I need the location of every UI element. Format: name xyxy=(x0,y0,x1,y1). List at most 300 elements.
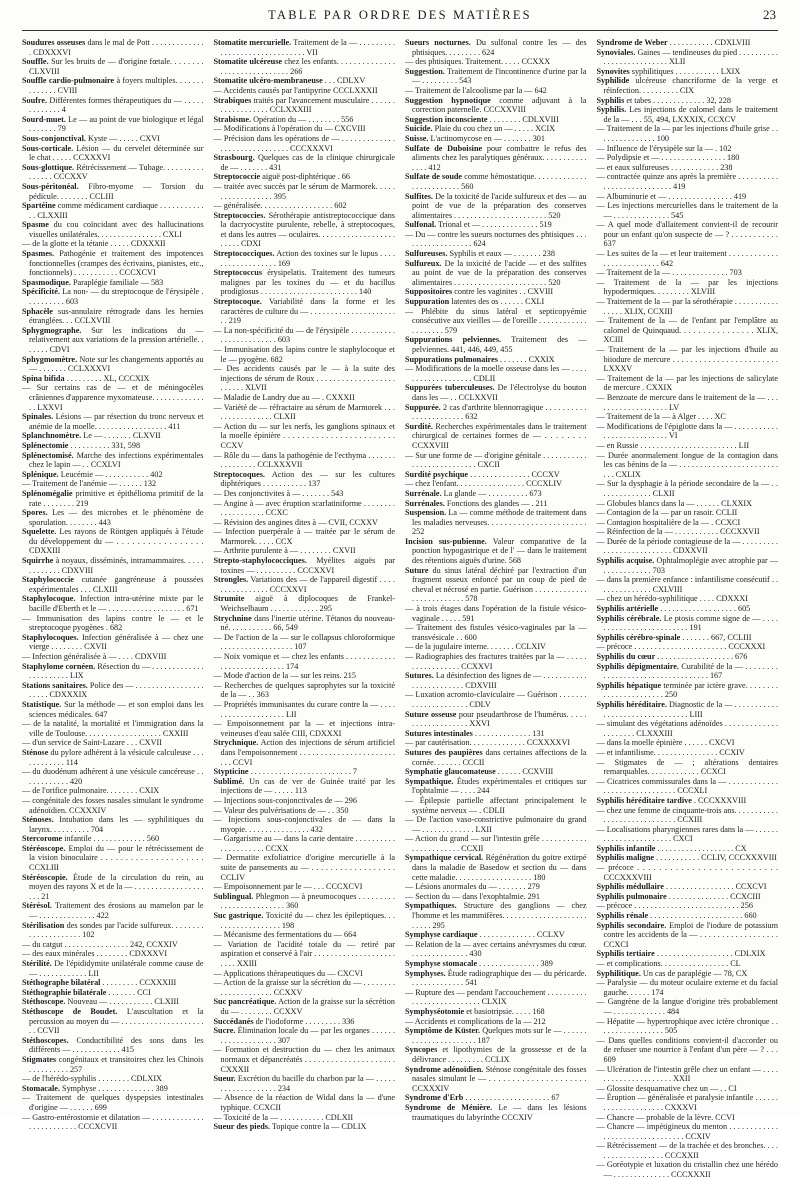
entry-heading: Strongles. xyxy=(213,575,249,585)
index-entry xyxy=(214,834,396,853)
index-entry xyxy=(214,518,396,528)
entry-text: Étude radiographique des — du péricarde. . . . . . . . . . . . . . 541 xyxy=(412,968,587,988)
index-entry xyxy=(214,738,396,767)
index-entry xyxy=(597,268,779,278)
index-entry xyxy=(597,249,779,268)
entry-text: De l'électrolyse du bouton dans les — . . CCLXXVII xyxy=(412,383,587,402)
entry-text: L'actinomycose en — . . . . . . . 301 xyxy=(430,133,545,143)
entry-text: Emploi du — pour le rétrécissement de la vision binoculaire . . . . . . . . . . . . . . . . . . . . . CCXLIII xyxy=(29,843,204,873)
index-entry xyxy=(22,38,204,57)
index-entry xyxy=(22,57,204,76)
entry-heading: Syphilis infantile xyxy=(596,843,656,853)
index-entry xyxy=(597,201,779,220)
entry-text: congénitaux et transitoires chez les Chinois . . . . . . . . . . 257 xyxy=(29,1054,204,1074)
index-entry xyxy=(597,527,779,537)
index-entry xyxy=(597,911,779,921)
entry-text: — Épilepsie partielle affectant principalement le système nerveux — . CDLII xyxy=(405,795,587,815)
entry-text: Marche des infections expérimentales chez le lapin — . . CCXLVI xyxy=(29,450,204,470)
entry-text: Un cas de ver de Guinée traité par les injections de — . . . . . 113 xyxy=(220,776,395,796)
entry-heading: Succédanés xyxy=(213,1016,254,1026)
entry-heading: Sourd-muet. xyxy=(22,114,66,124)
entry-text: — Traitement de l'alcoolisme par la — 642 xyxy=(405,85,547,95)
entry-text: Élimination locale du — par les organes . . . . . . . . . . . . . . . . . . . . 307 xyxy=(220,1026,396,1045)
entry-text: Un cas de paraplégie — 78, CX xyxy=(642,968,748,978)
index-entry xyxy=(214,1093,396,1112)
entry-text: Sur les indications du — relativement aux variations de la pression artérielle. . . . . . . CDVI xyxy=(29,325,204,354)
index-entry xyxy=(22,988,204,998)
entry-text: — Maladie de Landry due au — . CXXXII xyxy=(213,392,355,402)
index-entry xyxy=(405,930,587,940)
entry-heading: Stomatite mercurielle. xyxy=(213,38,292,47)
index-entry xyxy=(214,767,396,777)
index-entry xyxy=(597,48,779,67)
entry-text: — précoce . . . . . . . . . . . . . . . . . . . . . . . . . . CCCXXXVIII xyxy=(596,863,778,882)
entry-heading: Syncopes xyxy=(405,1045,438,1055)
entry-text: infantile . . . . . . . . . . . . . 560 xyxy=(64,834,160,844)
entry-text: Variations des — de l'appareil digestif . . . . . . . . . . . . . . . . CCCXXVI xyxy=(220,575,395,594)
entry-text: De la toxicité de l'acide — et des sulfites au point de vue de la préparation des conserves alimentaires . . . . . . . . . . . . . . . . . . . . . . . 520 xyxy=(412,258,587,287)
index-entry xyxy=(597,163,779,173)
entry-text: La désinfection des lignes de — . . . . . . . . . . . . . . . . . . . . . . . . CDXVIII xyxy=(412,671,587,690)
index-entry xyxy=(214,700,396,719)
index-entry xyxy=(405,834,587,853)
entry-text: — Variation de l'acidité totale du — retiré par aspiration et conservé à l'air . . . . . . . . . . . . . . . . . . . . . . . . XXIII xyxy=(213,939,395,968)
entry-text: — Injections sous-conjonctivales de — dans la myopie. . . . . . . . . . . . . . . . 432 xyxy=(213,815,395,834)
index-entry xyxy=(22,997,204,1007)
index-entry xyxy=(22,738,204,748)
index-entry xyxy=(214,1074,396,1093)
index-entry xyxy=(597,921,779,950)
entry-text: et basiotripsie. . . . . 168 xyxy=(466,1006,545,1016)
index-entry xyxy=(214,546,396,556)
entry-heading: Sphygmographe. xyxy=(22,325,82,335)
index-entry xyxy=(214,86,396,96)
entry-text: — du duodénum adhérent à une vésicule cancéreuse . . . . . . . . . . . . 420 xyxy=(22,767,204,786)
entry-text: Variabilité dans la forme et les caractères de culture du — . . . . . . . . . . . . . . . . . . . . . . . 219 xyxy=(220,297,395,326)
entry-heading: Streptococcus xyxy=(213,268,263,278)
index-entry xyxy=(597,441,779,451)
index-entry xyxy=(22,287,204,306)
index-entry xyxy=(22,374,204,384)
index-entry xyxy=(214,57,396,76)
index-entry xyxy=(22,786,204,796)
entry-heading: Suggestion inconsciente xyxy=(405,114,488,124)
entry-text: — Polydipsie et — . . . . . . . . . . . . . . . . 180 xyxy=(596,153,740,163)
index-entry xyxy=(214,594,396,613)
entry-text: — Gastro-entérostomie et dilatation — . . . . . . . . . . . . . . . . . . . . . . . . . CCCXCVII xyxy=(22,1112,204,1132)
entry-heading: Suppurée. xyxy=(405,402,441,412)
index-entry xyxy=(405,892,587,902)
entry-text: Opération du — . . . . . . . . 556 xyxy=(253,114,354,124)
index-entry xyxy=(597,863,779,882)
entry-text: . . . . . . . . . . . . . . . . . . . CX xyxy=(657,843,747,853)
index-columns xyxy=(22,38,779,1180)
entry-text: — Mécanisme des fermentations du — 664 xyxy=(213,930,357,940)
entry-text: — Action de la graisse sur la sécrétion du — . . . . . . . . . . . . . . . . . . . . . CCXXV xyxy=(213,978,395,997)
index-entry xyxy=(405,259,587,288)
entry-text: — Action du grand — sur l'intestin grêle . . . . . . . . . . . . . . . . . . . . . . . CCXII xyxy=(405,834,587,853)
entry-text: — De l'action de la — sur le collapsus chloroformique . . . . . . . . . . . . . . . . . . 107 xyxy=(213,632,395,652)
index-entry xyxy=(597,662,779,681)
entry-text: — Arthrite purulente à — . . . . . . . . CXVII xyxy=(213,546,356,556)
entry-heading: Souffle cardio-pulmonaire xyxy=(22,76,115,86)
entry-text: La glande — . . . . . . . . . . 673 xyxy=(443,488,542,498)
entry-text: Excrétion du bacille du charbon par la — . . . . . . . . . . . . . . . . . . . 234 xyxy=(220,1074,396,1093)
index-entry xyxy=(405,86,587,96)
entry-heading: Syndrome de Weber xyxy=(596,38,668,47)
index-entry xyxy=(597,172,779,191)
index-entry xyxy=(597,105,779,124)
entry-text: latentes des os . . . . . . CXLI xyxy=(451,297,545,307)
index-entry xyxy=(22,633,204,652)
index-entry xyxy=(405,710,587,729)
entry-text: — et complications. . . . . . . . . . . . . . . . . CL xyxy=(596,959,741,968)
page-header xyxy=(22,6,778,28)
index-entry xyxy=(597,451,779,480)
index-entry xyxy=(214,326,396,345)
index-entry xyxy=(405,470,587,480)
index-entry xyxy=(22,719,204,738)
entry-heading: Syphilis. xyxy=(596,105,627,115)
entry-text: . . . . . . . . . XL, CCCXIX xyxy=(66,373,150,383)
index-column-3 xyxy=(405,38,587,1122)
entry-heading: Stéthoscope de Boudet. xyxy=(22,1006,118,1016)
index-column-2 xyxy=(213,38,396,1132)
index-entry xyxy=(214,1113,396,1123)
entry-heading: Sphacèle xyxy=(22,306,53,316)
entry-text: — Révision des angines dites à — CVII, CCXXV xyxy=(213,517,378,527)
entry-text: — de l'hérédo-syphilis . . . . . . . . CDLXIX xyxy=(22,1074,162,1084)
index-entry xyxy=(597,393,779,412)
index-entry xyxy=(597,758,779,777)
entry-text: — traitée avec succès par le sérum de Marmorek. . . . . . . . . . . . . . . . . . 395 xyxy=(213,181,395,201)
index-entry xyxy=(22,239,204,249)
index-entry xyxy=(597,1141,779,1160)
entry-text: De la toxicité de l'acide sulfureux et des — au point de vue de la préparation des conserves alimentaires . . . . . . . . . . . . . . . . . . . . . . . 520 xyxy=(412,191,587,220)
entry-text: . . . . . . . . . . . . . . . . . CCXCVI xyxy=(665,882,767,892)
entry-text: — Noix vomique et — chez les enfants . . . . . . . . . . . . . . . . . . . . . . . . . . . . 174 xyxy=(213,652,395,671)
entry-text: — Accidents et complications de la — 212 xyxy=(405,1016,546,1026)
index-entry xyxy=(214,978,396,997)
entry-text: — Phlébite du sinus latéral et septicopyémie consécutive aux vieilles — de l'oreille . . . . . . . . . . . . . . . . . . . . 579 xyxy=(405,306,587,335)
entry-text: — Traitement de la — par les injections de salicylate de mercure . CXXIX xyxy=(596,373,778,393)
index-entry xyxy=(214,1017,396,1027)
index-entry xyxy=(22,815,204,834)
entry-text: érysipelatis. Traitement des tumeurs malignes par les toxines du — et du bacillus prodigiosus . . . . . . . . . . . . . . . . . . . . . . . . 140 xyxy=(220,268,395,297)
entry-text: — Durée anormalement longue de la contagion dans les cas bénins de la — . . . . . . . . . . . . . . . . . . . . . . . . . . . CXLIX xyxy=(596,450,778,479)
index-entry xyxy=(214,422,396,451)
entry-heading: Syphilis pulmonaire xyxy=(596,891,667,901)
entry-text: Quelques mots sur le — . . . . . . . . . . . . . . . . . . . . . . 187 xyxy=(412,1026,587,1045)
entry-text: — d'un service de Saint-Lazare . . . CXVII xyxy=(22,738,162,748)
index-entry xyxy=(597,901,779,911)
index-entry xyxy=(22,959,204,978)
index-entry xyxy=(597,700,779,719)
index-entry xyxy=(597,1084,779,1094)
entry-text: — chez une femme de cinquante-trois ans. . . . . . . . . . . . . . . . . . . . . . . . . . . . . CCXIII xyxy=(596,805,778,825)
entry-text: Fonctions des glandes — . 211 xyxy=(446,498,548,508)
entry-heading: Staphylocoques. xyxy=(22,632,79,642)
entry-text: Les rayons de Röntgen appliqués à l'étude du développement du — . . . . . . . . . . . . . . . . . CDXXIII xyxy=(29,527,204,556)
entry-text: Le — . . . . . . . CLXVII xyxy=(83,431,161,441)
entry-text: — Localisations pharyngiennes rares dans la — . . . . . . . . . . . . . . . . . . . . . . . CXCI xyxy=(596,824,778,844)
index-entry xyxy=(597,479,779,498)
index-entry xyxy=(405,479,587,489)
index-entry xyxy=(22,96,204,115)
index-entry xyxy=(22,76,204,95)
index-entry xyxy=(22,1113,204,1132)
entry-text: — Accidents causés par l'antipyrine CCCLXXXII xyxy=(213,85,378,95)
entry-text: — dans la première enfance : infantilisme consécutif . . . . . . . . . . . . . . CXLVIII xyxy=(596,575,778,594)
entry-text: — Albuminurie et — . . . . . . . . . . . . . . . . 419 xyxy=(596,191,747,201)
entry-text: Topique contre la — CDLIX xyxy=(271,1122,367,1132)
index-entry xyxy=(22,978,204,988)
index-entry xyxy=(22,412,204,431)
index-entry xyxy=(597,316,779,345)
index-entry xyxy=(22,940,204,950)
entry-heading: Syphilis médullaire xyxy=(596,882,664,892)
index-entry xyxy=(405,767,587,777)
index-entry xyxy=(405,901,587,930)
entry-text: — Durée de la période contagieuse de la — . . . . . . . . . . . . . . . . . . . . . . . . . . CDXXVII xyxy=(596,536,778,556)
index-entry xyxy=(405,1093,587,1103)
entry-text: — par cautérisation. . . . . . . . . . . . . . CCXXXXVI xyxy=(405,738,571,748)
entry-heading: Stéréoscope. xyxy=(22,843,66,853)
index-entry xyxy=(22,662,204,681)
entry-heading: Sulfate de soude xyxy=(405,172,463,182)
entry-text: — précoce . . . . . . . . . . . . . . . . . . . . . . . . . . 256 xyxy=(596,901,753,911)
entry-text: Résection du — . . . . . . . . . . . . . . . . . . . . . . . LIX xyxy=(29,661,204,681)
index-entry xyxy=(597,594,779,604)
entry-heading: Surrénales. xyxy=(405,498,445,508)
entry-heading: Suppurations pulmonaires xyxy=(405,354,498,364)
entry-text: Kyste — . . . . . CXVI xyxy=(87,133,160,143)
entry-text: — Hépatite — hypertrophique avec ictère chronique . . . . . . . . . . . . . . . . . 505 xyxy=(596,1016,778,1036)
entry-heading: Stérésol. xyxy=(22,901,52,911)
entry-text: — de l'orifice pulmonaire. . . . . . . . CXIX xyxy=(22,786,160,796)
entry-heading: Suspension. xyxy=(405,508,447,518)
entry-text: Traitement de la — . . . . . . . . . . . . . . . . . . . . . . . . . . . . . . VII xyxy=(220,38,395,57)
index-entry xyxy=(22,479,204,489)
index-entry xyxy=(22,115,204,134)
entry-text: — Les injections mercurielles dans le traitement de la — . . . . . . . . . . . . . . 545 xyxy=(596,201,778,220)
entry-heading: Stérilisation xyxy=(22,920,65,930)
entry-text: Action des injections de sérum artificiel dans l'empoisonnement . . . . . . . . . . . . . . . . . . . . . . . . . . CCVI xyxy=(220,738,395,767)
entry-heading: Sous-péritonéal. xyxy=(22,181,79,191)
entry-text: — à trois étages dans l'opération de la fistule vésico-vaginale . . . . . 591 xyxy=(405,604,587,623)
index-entry xyxy=(405,115,587,125)
entry-text: — Luxation acromio-claviculaire — Guérison . . . . . . . . . . . . . . . . . . . . . CDLV xyxy=(405,690,587,709)
index-entry xyxy=(22,1093,204,1112)
entry-text: Différentes formes thérapeutiques du — . . . . . . . . . . . . . 4 xyxy=(29,95,204,115)
index-entry xyxy=(597,499,779,509)
entry-text: — généralisée. . . . . . . . . . . . . . . . . . 602 xyxy=(213,201,347,211)
entry-text: . . . . . . . . . . . . . . . 389 xyxy=(479,959,553,968)
entry-heading: Syphilis hépatique xyxy=(596,680,662,690)
index-entry xyxy=(214,403,396,422)
entry-heading: Suisse. xyxy=(405,133,429,143)
entry-text: — Action du — sur les nerfs, les ganglions spinaux et la moelle épinière . . . . . . . . . . . . . . . . . . . . . . . . CCXV xyxy=(213,421,395,450)
index-entry xyxy=(22,556,204,575)
entry-text: Myélites aiguës par toxines — . . . . . . . . . . CCCXXVI xyxy=(220,556,396,575)
entry-text: Plaie du cou chez un — . . . . . XCIX xyxy=(434,124,556,134)
index-entry xyxy=(597,518,779,528)
entry-heading: Streptococcie xyxy=(213,172,261,182)
entry-heading: Sulfureuses. xyxy=(405,249,448,259)
entry-heading: Spasmodique. xyxy=(22,277,71,287)
entry-text: — Les suites de la — et leur traitement . . . . . . . . . . . . . . . . . . . . . . . . . . 642 xyxy=(596,249,778,268)
index-entry xyxy=(22,575,204,594)
entry-heading: Syphilis rénale xyxy=(596,911,649,921)
entry-text: Infection intra-utérine mixte par le bacille d'Eberth et le — . . . . . . . . . . . . . . . . . . . 671 xyxy=(29,594,204,614)
index-entry xyxy=(405,192,587,221)
entry-heading: Syphilis du cœur xyxy=(596,652,656,661)
entry-heading: Spécificité. xyxy=(22,287,60,297)
index-entry xyxy=(597,681,779,700)
entry-text: Phlegmon — à pneumocoques . . . . . . . . . . . . . . . . . . . . . . . . . 360 xyxy=(220,891,396,911)
index-entry xyxy=(405,623,587,642)
entry-text: — Contagion hospitalière de la — . CCXCI xyxy=(596,517,741,527)
index-entry xyxy=(405,383,587,402)
entry-heading: Strychnine xyxy=(213,613,252,623)
entry-heading: Sténose xyxy=(22,747,49,757)
entry-heading: Staphylocoque. xyxy=(22,594,76,604)
entry-text: Conductibilité des sons dans les différents — . . . . . . . . . . . . 415 xyxy=(29,1035,204,1055)
entry-text: — Recherches de quelques saprophytes sur la toxicité de la — . . 363 xyxy=(213,680,395,700)
entry-heading: Syphilis maligne xyxy=(596,853,655,863)
entry-text: — Benzoate de mercure dans le traitement de la — . . . . . . . . . . . . . . . . . . . LV xyxy=(596,392,778,412)
entry-text: Action des — sur les cultures diphtériques . . . . . . . . . . . 137 xyxy=(220,469,395,489)
index-entry xyxy=(22,326,204,355)
index-entry xyxy=(214,575,396,594)
entry-heading: Synovites xyxy=(596,66,630,76)
entry-heading: Stercorome xyxy=(22,834,63,844)
entry-text: . . . . . . . . . . . . . . . CCXCIII xyxy=(668,891,761,901)
index-column-4 xyxy=(596,38,779,1180)
index-entry xyxy=(214,940,396,969)
index-entry xyxy=(214,211,396,249)
index-entry xyxy=(405,537,587,566)
entry-text: Action de la graisse sur la sécrétion du — . . . . . . . . CCXXV xyxy=(220,997,395,1016)
index-entry xyxy=(597,969,779,979)
entry-text: — Relation de la — avec certains anévrysmes du cœur. . . . . . . . . . . . . . . 430 xyxy=(405,939,587,959)
entry-heading: Stéthographie bilatérale xyxy=(22,987,107,997)
entry-heading: Squirrhe xyxy=(22,556,54,566)
index-entry xyxy=(405,499,587,509)
index-entry xyxy=(214,96,396,115)
index-entry xyxy=(214,172,396,182)
index-entry xyxy=(214,633,396,652)
index-entry xyxy=(405,815,587,834)
entry-text: Trional et — . . . . . . . . . . . . . . 519 xyxy=(438,220,552,230)
index-entry xyxy=(597,1017,779,1036)
entry-text: — Traitement de la — de l'enfant par l'emplâtre au calomel de Quinquaud. . . . . . . . . . . . . . . . XLIX, XCIII xyxy=(596,316,778,345)
entry-text: — chez un hérédo-syphilitique . . . . CDXXXI xyxy=(596,594,748,604)
entry-heading: Syndrome de Ménière. xyxy=(405,1102,493,1112)
entry-text: à foyers multiples. . . . . . . . . . . . . . CVIII xyxy=(29,76,204,95)
entry-text: — Modifications de la moelle osseuse dans les — . . . . . . . . . . . . . . . . . . . CDLII xyxy=(405,364,587,383)
index-entry xyxy=(405,969,587,988)
entry-heading: Soufre. xyxy=(22,95,48,105)
entry-heading: Stypticine xyxy=(213,767,249,777)
entry-text: . . . . . . . . CDLXVIII xyxy=(489,114,559,124)
index-entry xyxy=(22,134,204,144)
entry-text: . . . . . . . . . . . CCLIV, CCCXXXVIII xyxy=(656,853,777,863)
index-entry xyxy=(22,527,204,556)
entry-heading: Sténoses. xyxy=(22,815,54,825)
entry-text: traités par l'avancement musculaire . . . . . . . . . . . . . . . . . . CCLXXXIII xyxy=(220,95,396,115)
index-entry xyxy=(214,853,396,882)
entry-text: . . . . . . . . . . . . . . . . . . . 676 xyxy=(657,652,748,661)
entry-text: . . . . . . . . . . . . . . . . . . . 605 xyxy=(660,604,751,614)
index-entry xyxy=(22,594,204,613)
index-entry xyxy=(405,57,587,67)
entry-text: pour combattre le refus des aliments chez les paralytiques généraux. . . . . . . . . . . . . . . 412 xyxy=(412,143,587,172)
entry-heading: Streptocoque. xyxy=(213,297,262,307)
entry-heading: Sutures des paupières xyxy=(405,747,483,757)
index-entry xyxy=(22,949,204,959)
entry-text: La — comme méthode de traitement dans les maladies nerveuses. . . . . . . . . . . . . . . . . . . . . . . 252 xyxy=(412,508,587,537)
entry-heading: Stigmates xyxy=(22,1054,57,1064)
index-entry xyxy=(597,96,779,106)
entry-text: Toxicité du — chez les épileptiques. . . . . . . . . . . . . . . . . . 198 xyxy=(220,911,395,930)
index-entry xyxy=(597,575,779,594)
entry-text: — simulant des végétations adénoïdes . . . . . . . . . . . . . . . . . . . . . CLXXXIII xyxy=(596,719,778,738)
index-entry xyxy=(597,882,779,892)
entry-heading: Staphylococcie xyxy=(22,575,74,585)
index-entry xyxy=(214,499,396,518)
index-entry xyxy=(22,441,204,451)
entry-text: Infection généralisée à — chez une vierge . . . . . . . . CXVII xyxy=(29,632,204,652)
index-entry xyxy=(405,1017,587,1027)
index-entry xyxy=(405,777,587,796)
entry-text: . . . . . . . . . CCXXXIII xyxy=(102,978,177,988)
entry-text: du cou coïncidant avec des hallucinations visuelles unilatérales. . . . . . . . . . . . . . . . CXLI xyxy=(29,220,204,239)
index-entry xyxy=(597,153,779,163)
index-entry xyxy=(405,38,587,57)
entry-text: — Empoisonnement par le — . . . CCCXCVI xyxy=(213,882,363,892)
index-entry xyxy=(214,815,396,834)
index-entry xyxy=(214,153,396,172)
entry-heading: Splanchnomètre. xyxy=(22,431,82,441)
entry-heading: Strabisme. xyxy=(213,114,252,124)
entry-text: — Gangrène de la langue d'origine très probablement — . . . . . . . . . . . . . 484 xyxy=(596,997,778,1016)
entry-text: — Applications thérapeutiques du — CXCVI xyxy=(213,968,363,978)
entry-text: . . . . . . . CCI xyxy=(108,987,151,997)
index-entry xyxy=(22,1084,204,1094)
entry-text: Le ptosis comme signe de — . . . . . . . . . . . . . . . . . . . . . . . . . 191 xyxy=(603,613,779,633)
index-entry xyxy=(214,614,396,633)
entry-text: Étude de la circulation du rein, au moyen des rayons X et de la — . . . . . . . . . . . . . . . . . . . . 21 xyxy=(29,872,204,901)
entry-text: — A quel mode d'allaitement convient-il de recourir pour un enfant qu'on suspecte de — ? . . . . . . . . . . . 637 xyxy=(596,220,778,249)
index-entry xyxy=(22,451,204,470)
index-entry xyxy=(214,451,396,470)
entry-text: Traitement des — pelviennes. 441, 446, 449, 455 xyxy=(412,335,587,354)
entry-heading: Stéthographe bilatéral xyxy=(22,978,101,988)
entry-text: contre les vaginites . . CXVIII xyxy=(454,287,554,297)
index-entry xyxy=(405,422,587,451)
index-entry xyxy=(597,1113,779,1123)
index-entry xyxy=(597,959,779,969)
entry-text: pour pseudarthrose de l'humérus. . . . . . . . . . . . . . . . . . . XXVI xyxy=(412,709,587,729)
entry-text: Note sur les changements apportés au — . . . . . . . CCLXXXVI xyxy=(29,354,204,374)
entry-heading: Sulfites. xyxy=(405,191,433,201)
entry-heading: Syndrome adénoïdien. xyxy=(405,1064,484,1074)
entry-text: — Traitement de la — . . . . . . . . . . . . . . 703 xyxy=(596,268,742,278)
entry-text: à noyaux, disséminés, intramammaires. . . . . . . . . . . . . CDXVIII xyxy=(29,556,204,575)
index-entry xyxy=(214,556,396,575)
entry-text: — Modifications à l'opération du — CXCVIII xyxy=(213,124,366,134)
